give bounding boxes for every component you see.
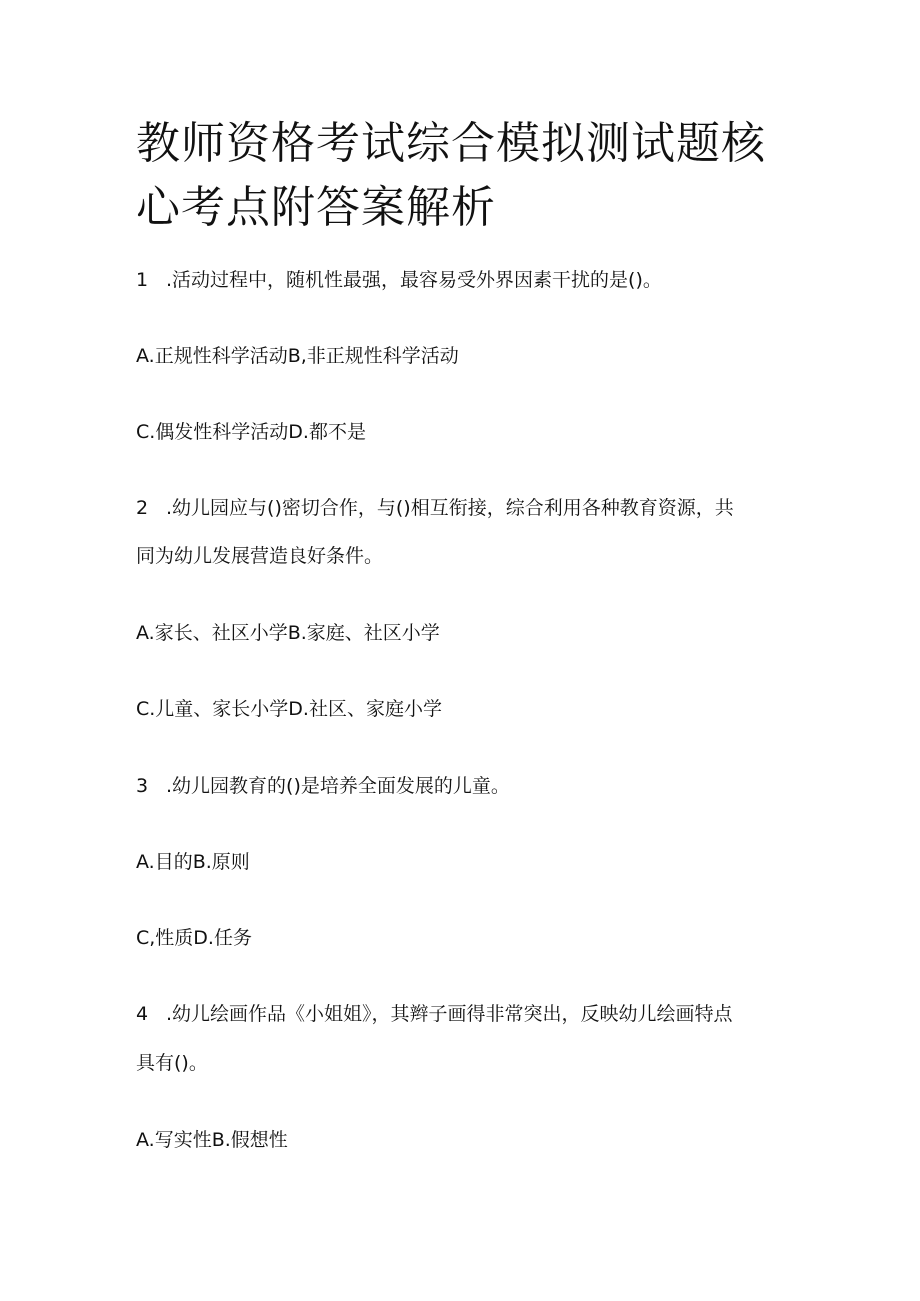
question-number: 2 [136, 497, 149, 519]
question-number: 3 [136, 775, 149, 797]
question-text: .幼儿园应与()密切合作，与()相互衔接，综合利用各种教育资源，共 [166, 497, 734, 519]
question-3-option-row: A.目的B.原则 [136, 851, 250, 873]
question-2-stem [136, 495, 734, 521]
question-number: 4 [136, 1003, 149, 1025]
question-text: .活动过程中，随机性最强，最容易受外界因素干扰的是()。 [166, 269, 662, 291]
question-number: 1 [136, 269, 149, 291]
question-text: .幼儿园教育的()是培养全面发展的儿童。 [166, 775, 510, 797]
question-3-option-row: C,性质D.任务 [136, 927, 252, 949]
question-4-stem [136, 1001, 733, 1027]
question-3-stem [136, 773, 510, 799]
question-4-stem-continued: 具有()。 [136, 1052, 208, 1074]
question-4-option-row: A.写实性B.假想性 [136, 1129, 288, 1151]
question-2-option-row: C.儿童、家长小学D.社区、家庭小学 [136, 698, 442, 720]
question-text: .幼儿绘画作品《小姐姐》，其辫子画得非常突出，反映幼儿绘画特点 [166, 1003, 733, 1025]
question-2-option-row: A.家长、社区小学B.家庭、社区小学 [136, 622, 440, 644]
question-1-option-row: A.正规性科学活动B,非正规性科学活动 [136, 345, 459, 367]
question-1-option-row: C.偶发性科学活动D.都不是 [136, 421, 366, 443]
page-title: 教师资格考试综合模拟测试题核心考点附答案解析 [136, 118, 766, 233]
question-1-stem [136, 267, 662, 293]
question-2-stem-continued: 同为幼儿发展营造良好条件。 [136, 545, 384, 567]
